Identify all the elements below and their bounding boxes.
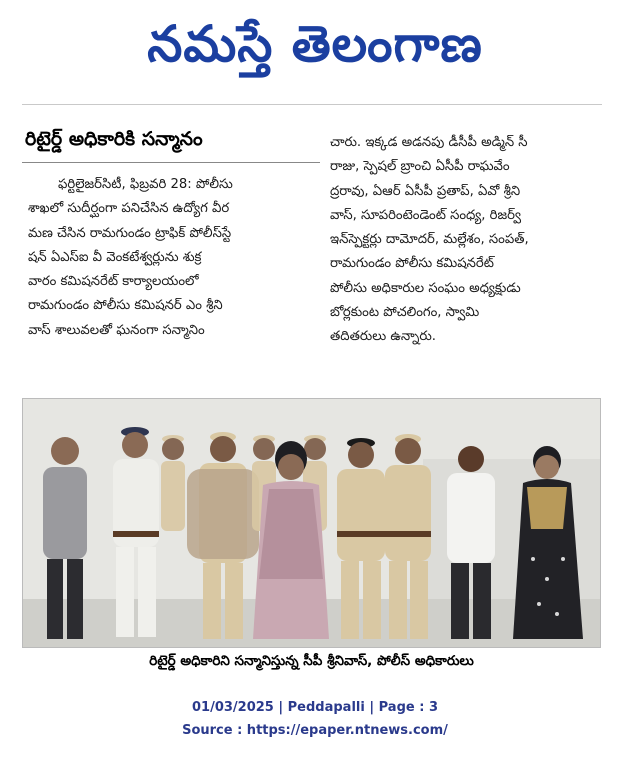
- article-line: తదితరులు ఉన్నారు.: [330, 329, 436, 345]
- headline-divider: [22, 162, 320, 163]
- article-line: రామగుండం పోలీసు కమిషనరేట్: [330, 256, 494, 272]
- article-line: షన్ ఏఎస్ఐ వీ వెంకటేశ్వర్లును శుక్ర: [28, 249, 202, 265]
- article-right-column: [330, 131, 607, 350]
- article-line: వాస్ శాలువలతో ఘనంగా సన్మానిం: [28, 322, 205, 338]
- article-headline: రిటైర్డ్ అధికారికి సన్మానం: [25, 128, 203, 150]
- article-line: పోలీసు అధికారుల సంఘం అధ్యక్షుడు: [330, 280, 521, 296]
- article-line: ద్రరావు, ఏఆర్ ఏసీపీ ప్రతాప్, ఏవో శ్రీని: [330, 183, 521, 199]
- article-line: వాస్, సూపరింటెండెంట్ సంధ్య, రిజర్వ్: [330, 207, 521, 223]
- source-link-line: Source : https://epaper.ntnews.com/: [182, 723, 448, 738]
- article-line: శాఖలో సుదీర్ఘంగా పనిచేసిన ఉద్యోగ వీర: [28, 201, 230, 217]
- article-line: ఇన్‌స్పెక్టర్లు దామోదర్, మల్లేశం, సంపత్,: [330, 232, 529, 248]
- article-line: రాజు, స్పెషల్ బ్రాంచి ఏసీపీ రాఘవేం: [330, 159, 510, 175]
- article-line: రామగుండం పోలీసు కమిషనర్ ఎం శ్రీని: [28, 298, 223, 314]
- group-photo: [22, 398, 601, 648]
- article-line: వారం కమిషనరేట్ కార్యాలయంలో: [28, 274, 199, 290]
- masthead-divider: [22, 104, 602, 105]
- edition-date-line: 01/03/2025 | Peddapalli | Page : 3: [191, 700, 438, 715]
- photo-caption: రిటైర్డ్ అధికారిని సన్మానిస్తున్న సీపీ శ్రీనివాస్, పోలీస్ అధికారులు: [149, 653, 474, 669]
- group-photo-illustration: [23, 399, 601, 648]
- article-left-column: [28, 173, 320, 343]
- article-line: ఫర్టిలైజర్‌సిటీ, ఫిబ్రవరి 28: పోలీసు: [58, 177, 233, 192]
- newspaper-logo-title: నమస్తే తెలంగాణ: [147, 14, 483, 73]
- article-line: చారు. ఇక్కడ అడనపు డీసీపీ అడ్మిన్ సీ: [330, 135, 528, 150]
- article-line: మణ చేసిన రామగుండం ట్రాఫిక్ పోలీస్‌స్టే: [28, 225, 232, 241]
- masthead: [0, 0, 630, 100]
- article-line: బోర్లకుంట పోచలింగం, స్వామి: [330, 305, 480, 321]
